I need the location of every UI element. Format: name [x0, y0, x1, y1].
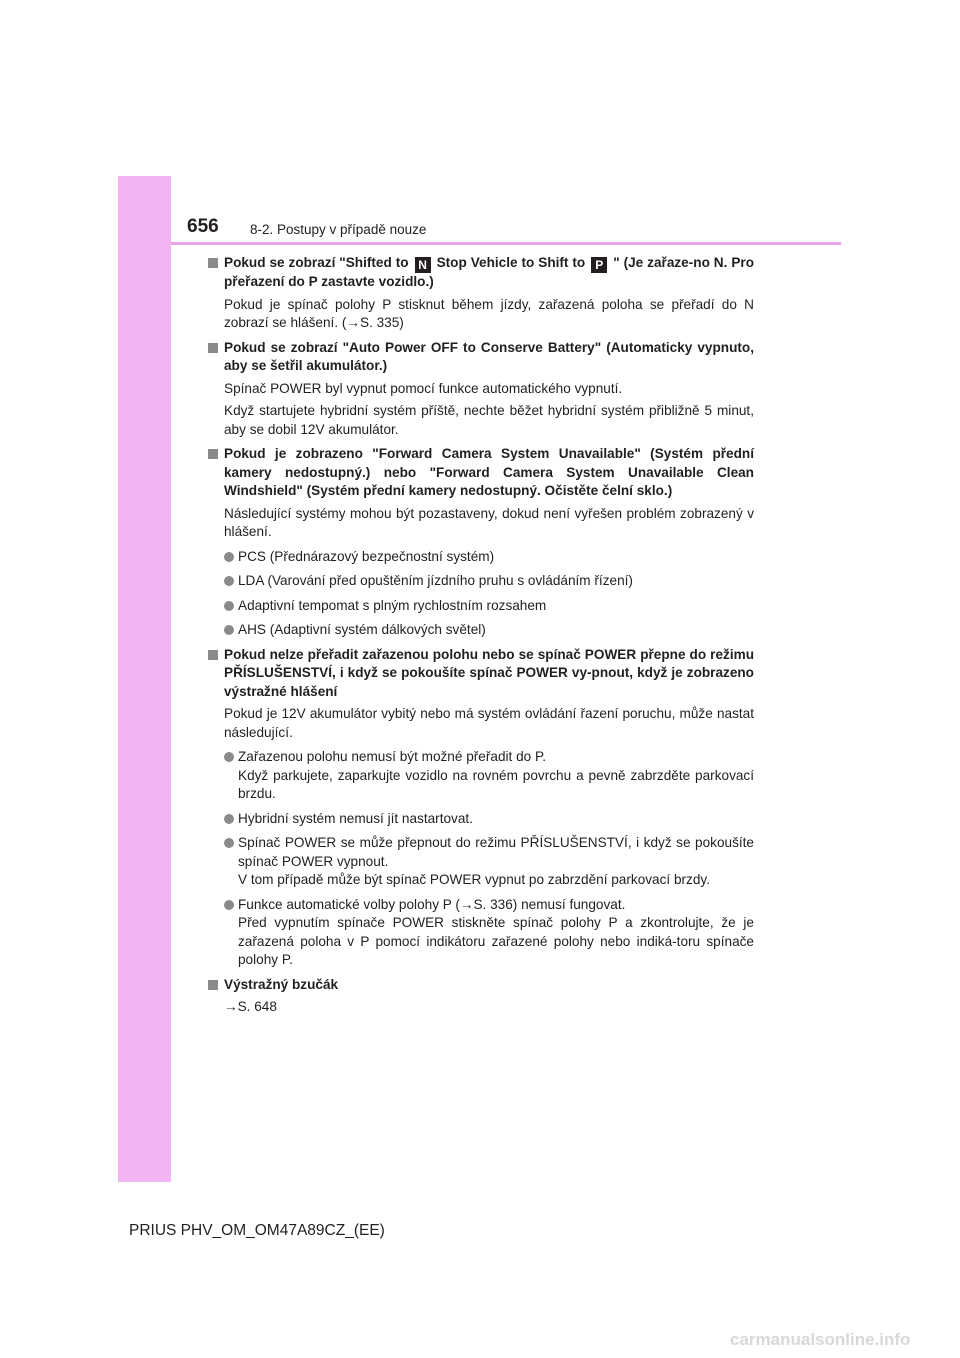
header-rule [171, 242, 841, 245]
page-reference: →S. 648 [224, 999, 277, 1014]
paragraph: Pokud je spínač polohy P stisknut během jízdy, zařazená poloha se přeřadí do N zobrazí se hlášení. (→S. 335) [224, 296, 754, 330]
paragraph: Když startujete hybridní systém příště, nechte běžet hybridní systém přibližně 5 minut, aby se dobil 12V akumulátor. [224, 403, 754, 437]
heading-shift-failure: Pokud nelze přeřadit zařazenou polohu nebo se spínač POWER přepne do režimu PŘÍSLUŠENSTVÍ, i když se pokoušíte spínač POWER vy-pnout, když je zobrazeno výstražné hlášení [208, 646, 754, 702]
heading-warning-buzzer: Výstražný bzučák [208, 976, 754, 995]
heading-auto-power-off: Pokud se zobrazí "Auto Power OFF to Conserve Battery" (Automaticky vypnuto, aby se šetřil akumulátor.) [208, 339, 754, 376]
list-item: Zařazenou polohu nemusí být možné přeřadit do P. Když parkujete, zaparkujte vozidlo na rovném povrchu a pevně zabrzděte parkovací brzdu. [208, 748, 754, 804]
square-bullet-icon [208, 258, 218, 268]
square-bullet-icon [208, 650, 218, 660]
gear-p-icon: P [591, 257, 607, 273]
heading-shifted-to-n: Pokud se zobrazí "Shifted to N Stop Vehicle to Shift to P " (Je zařaze-no N. Pro přeřazení do P zastavte vozidlo.) [208, 254, 754, 292]
paragraph: Pokud je 12V akumulátor vybitý nebo má systém ovládání řazení poruchu, může nastat následující. [224, 706, 754, 740]
document-footer: PRIUS PHV_OM_OM47A89CZ_(EE) [129, 1222, 385, 1239]
square-bullet-icon [208, 449, 218, 459]
square-bullet-icon [208, 343, 218, 353]
round-bullet-icon [224, 625, 234, 635]
list-item: Funkce automatické volby polohy P (→S. 336) nemusí fungovat. Před vypnutím spínače POWER stiskněte spínač polohy P a zkontrolujte, že je zařazená poloha v P pomocí indikátoru zařazené polohy nebo indiká-toru spínače polohy P. [208, 896, 754, 970]
section-title: 8-2. Postupy v případě nouze [250, 222, 427, 237]
gear-n-icon: N [415, 257, 431, 273]
paragraph: Spínač POWER byl vypnut pomocí funkce automatického vypnutí. [224, 380, 623, 396]
round-bullet-icon [224, 576, 234, 586]
list-item: PCS (Přednárazový bezpečnostní systém) [208, 548, 754, 567]
round-bullet-icon [224, 601, 234, 611]
round-bullet-icon [224, 814, 234, 824]
square-bullet-icon [208, 980, 218, 990]
round-bullet-icon [224, 900, 234, 910]
chapter-sidebar-tab [118, 176, 171, 1182]
heading-forward-camera: Pokud je zobrazeno "Forward Camera System Unavailable" (Systém přední kamery nedostupný.) nebo "Forward Camera System Unavailable Clean Windshield" (Systém přední kamery nedostupný. Očistěte čelní sklo.) [208, 445, 754, 501]
watermark: carmanualsonline.info [730, 1330, 911, 1349]
list-item: LDA (Varování před opuštěním jízdního pruhu s ovládáním řízení) [208, 572, 754, 591]
round-bullet-icon [224, 552, 234, 562]
list-item: Adaptivní tempomat s plným rychlostním rozsahem [208, 597, 754, 616]
round-bullet-icon [224, 838, 234, 848]
list-item: Spínač POWER se může přepnout do režimu PŘÍSLUŠENSTVÍ, i když se pokoušíte spínač POWER vypnout. V tom případě může být spínač POWER vypnut po zabrzdění parkovací brzdy. [208, 834, 754, 890]
round-bullet-icon [224, 752, 234, 762]
list-item: Hybridní systém nemusí jít nastartovat. [208, 810, 754, 829]
paragraph: Následující systémy mohou být pozastaveny, dokud není vyřešen problém zobrazený v hlášení. [224, 505, 754, 539]
list-item: AHS (Adaptivní systém dálkových světel) [208, 621, 754, 640]
page-content [208, 252, 754, 1017]
page-number: 656 [187, 216, 219, 237]
